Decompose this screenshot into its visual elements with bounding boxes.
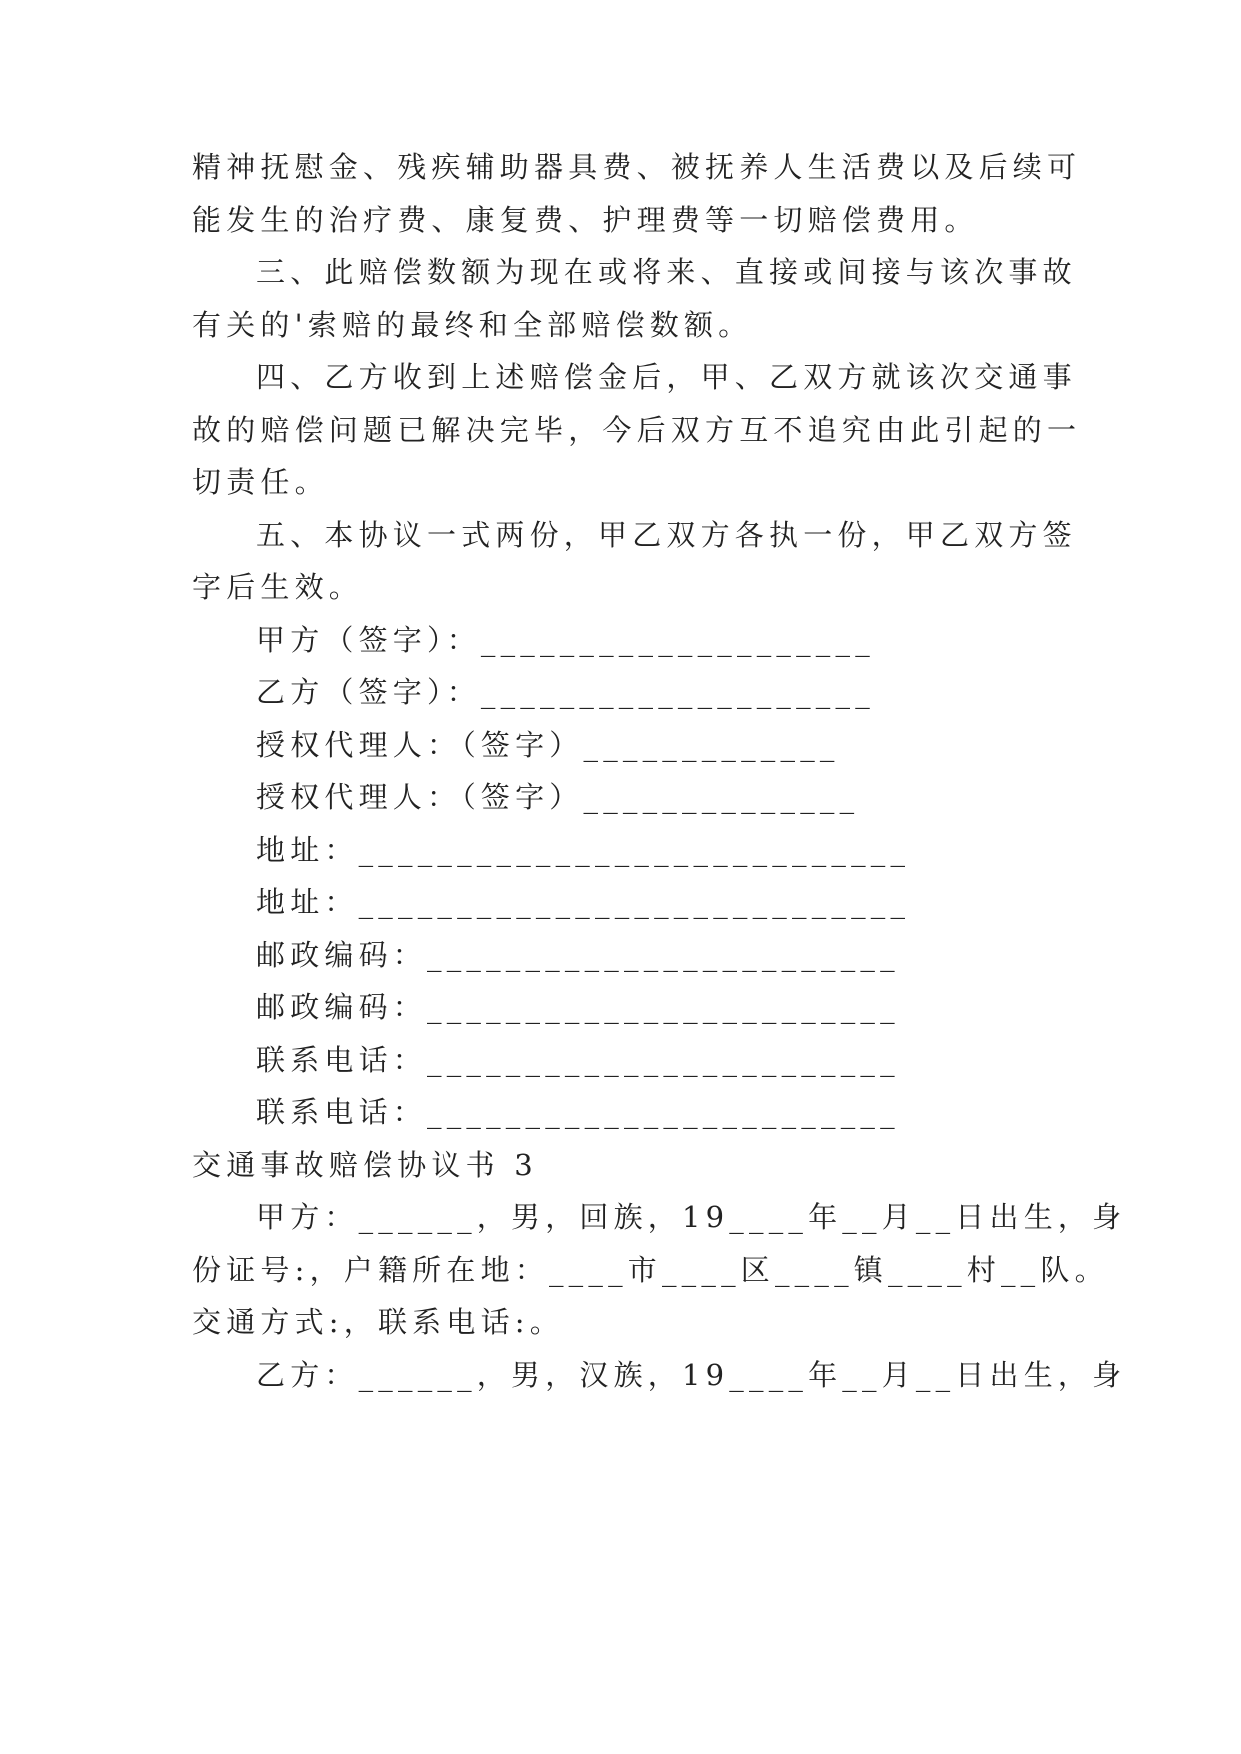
party-b-signature-field: 乙方（签字）：____________________ — [256, 675, 875, 709]
address-field: 地址：____________________________ — [256, 885, 911, 919]
postal-code-field: 邮政编码：________________________ — [256, 990, 900, 1024]
paragraph-line: 切责任。 — [192, 465, 329, 499]
clause-3-line: 三、此赔偿数额为现在或将来、直接或间接与该次事故 — [256, 255, 1077, 289]
clause-5-line: 五、本协议一式两份，甲乙双方各执一份，甲乙双方签 — [256, 518, 1077, 552]
paragraph-line: 份证号:，户籍所在地：____市____区____镇____村__队。 — [192, 1253, 1109, 1287]
paragraph-line: 故的赔偿问题已解决完毕，今后双方互不追究由此引起的一 — [192, 413, 1082, 447]
postal-code-field: 邮政编码：________________________ — [256, 938, 900, 972]
paragraph-line: 精神抚慰金、残疾辅助器具费、被抚养人生活费以及后续可 — [192, 150, 1082, 184]
paragraph-line: 交通方式:，联系电话:。 — [192, 1305, 564, 1339]
paragraph-line: 字后生效。 — [192, 570, 364, 604]
agent-signature-field: 授权代理人：（签字）______________ — [256, 780, 860, 814]
phone-field: 联系电话：________________________ — [256, 1043, 900, 1077]
party-a-signature-field: 甲方（签字）：____________________ — [256, 623, 875, 657]
agent-signature-field: 授权代理人：（签字）_____________ — [256, 728, 840, 762]
paragraph-line: 能发生的治疗费、康复费、护理费等一切赔偿费用。 — [192, 203, 979, 237]
phone-field: 联系电话：________________________ — [256, 1095, 900, 1129]
paragraph-line: 有关的'索赔的最终和全部赔偿数额。 — [192, 308, 753, 342]
party-a-info-line: 甲方：______，男，回族，19____年__月__日出生，身 — [256, 1200, 1127, 1234]
party-b-info-line: 乙方：______，男，汉族，19____年__月__日出生，身 — [256, 1358, 1127, 1392]
address-field: 地址：____________________________ — [256, 833, 911, 867]
clause-4-line: 四、乙方收到上述赔偿金后，甲、乙双方就该次交通事 — [256, 360, 1077, 394]
section-title: 交通事故赔偿协议书 3 — [192, 1148, 538, 1182]
